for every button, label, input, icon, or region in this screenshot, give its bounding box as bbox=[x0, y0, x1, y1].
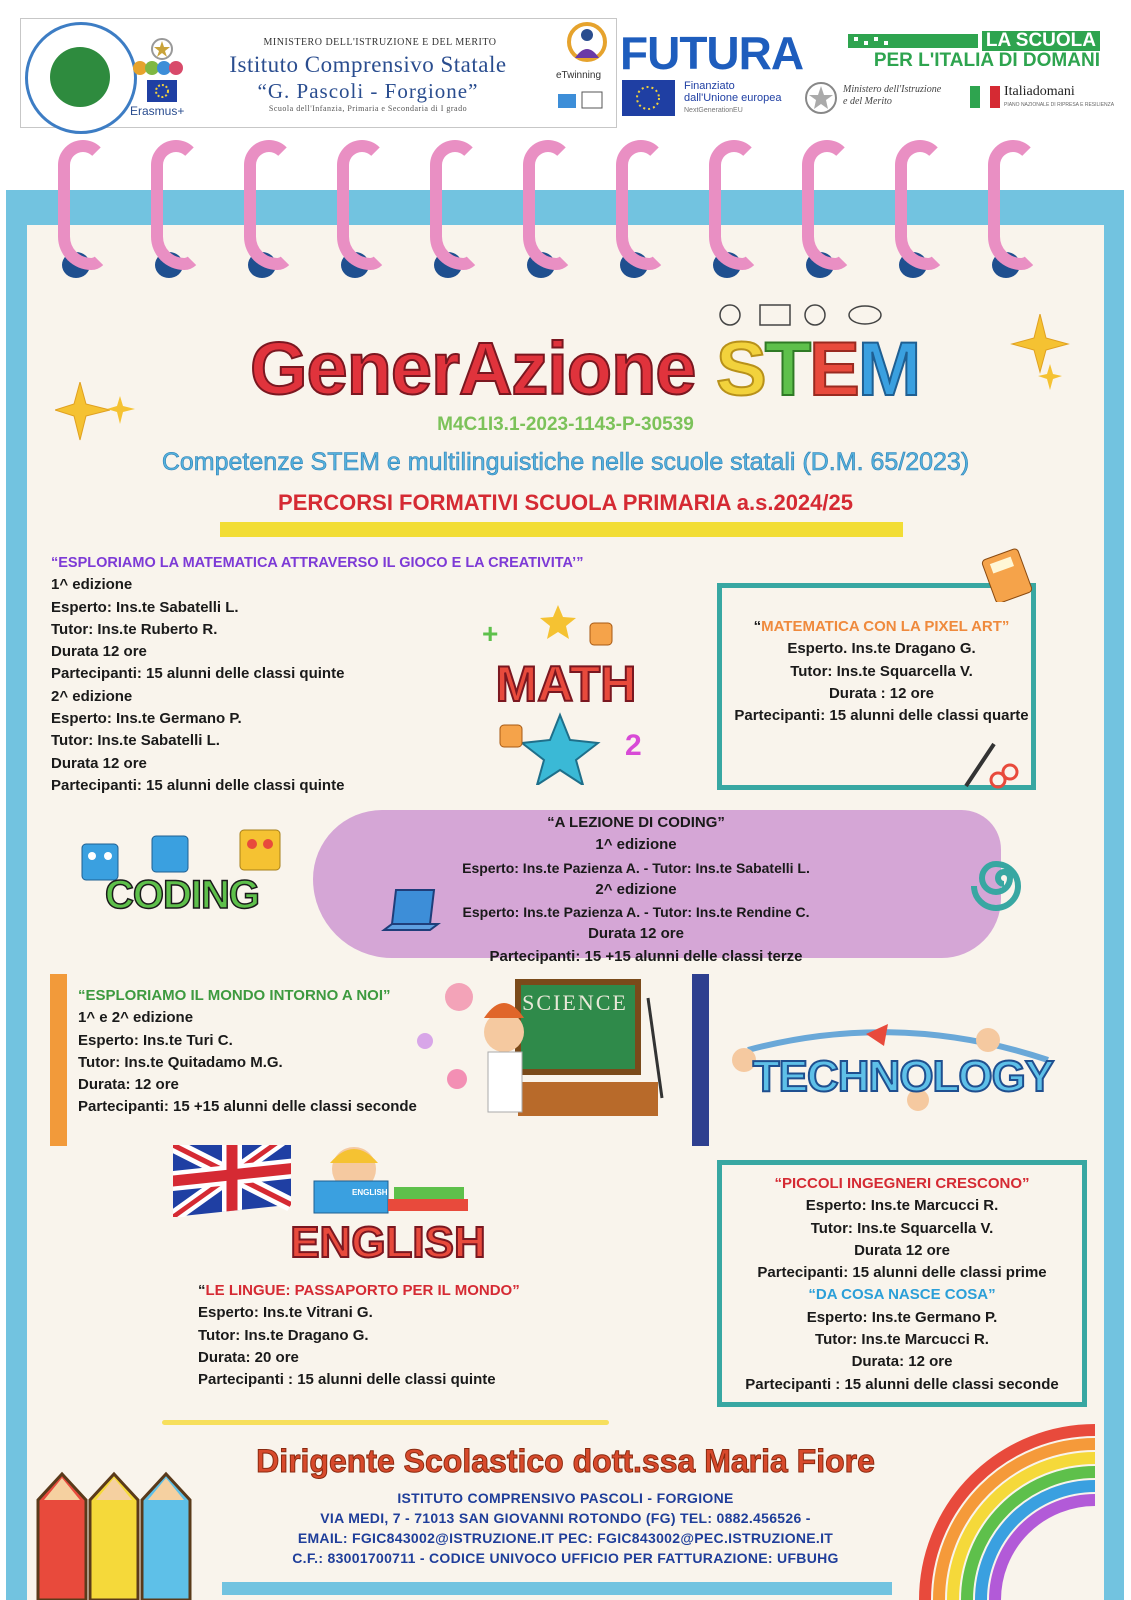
math-word: MATH bbox=[495, 656, 637, 712]
footer-address: VIA MEDI, 7 - 71013 SAN GIOVANNI ROTONDO (FG) TEL: 0882.456526 - bbox=[320, 1510, 811, 1526]
eu-flag-small-icon bbox=[147, 80, 177, 102]
course-line: 2^ edizione bbox=[595, 880, 677, 898]
svg-text:2: 2 bbox=[625, 729, 642, 762]
course-line: Partecipanti : 15 alunni delle classi quinte bbox=[198, 1371, 496, 1389]
course-lingue bbox=[198, 1280, 658, 1391]
science-word: SCIENCE bbox=[522, 990, 628, 1015]
spiral-ring bbox=[151, 140, 201, 270]
course-line: Durata 12 ore bbox=[588, 925, 684, 943]
la-scuola-line1: LA SCUOLA bbox=[982, 31, 1100, 51]
course-line: 1^ edizione bbox=[595, 836, 677, 854]
course-line: Esperto: Ins.te Marcucci R. bbox=[805, 1197, 999, 1215]
course-line: Esperto: Ins.te Germano P. bbox=[51, 710, 242, 728]
etwinning-label: eTwinning bbox=[556, 70, 602, 81]
quote-mark: “ bbox=[753, 618, 762, 635]
republic-emblem-large-icon bbox=[803, 80, 839, 116]
project-subtitle: Competenze STEM e multilinguistiche nelle scuole statali (D.M. 65/2023) bbox=[161, 448, 970, 476]
course-title bbox=[198, 1280, 658, 1302]
star-decoration-icon bbox=[1010, 314, 1070, 394]
spiral-ring bbox=[895, 140, 945, 270]
course-line: Partecipanti : 15 alunni delle classi seconde bbox=[745, 1375, 1059, 1393]
english-word: ENGLISH bbox=[290, 1218, 486, 1267]
course-line: 1^ edizione bbox=[51, 576, 133, 594]
spiral-ring bbox=[802, 140, 852, 270]
title-stem bbox=[716, 326, 919, 413]
bottom-strip bbox=[222, 1582, 892, 1595]
ministero-line2: e del Merito bbox=[843, 96, 892, 107]
project-code: M4C1I3.1-2023-1143-P-30539 bbox=[437, 414, 694, 435]
svg-text:+: + bbox=[482, 618, 499, 649]
swirl-decoration-icon bbox=[958, 846, 1050, 922]
finanziato-line2: dall'Unione europea bbox=[684, 92, 782, 104]
course-title: “A LEZIONE DI CODING” bbox=[547, 814, 725, 831]
school-name-line1: Istituto Comprensivo Statale bbox=[229, 52, 507, 77]
spiral-ring bbox=[244, 140, 294, 270]
erasmus-label: Erasmus+ bbox=[130, 104, 185, 118]
course-line: Partecipanti: 15 +15 alunni delle classi terze bbox=[489, 947, 803, 965]
course-line: Esperto: Ins.te Germano P. bbox=[806, 1308, 998, 1326]
course-title bbox=[720, 616, 1043, 638]
course-line: Durata: 12 ore bbox=[851, 1353, 953, 1371]
course-line: Tutor: Ins.te Quitadamo M.G. bbox=[78, 1053, 283, 1071]
rainbow-icon bbox=[915, 1420, 1105, 1600]
dirigente-line: Dirigente Scolastico dott.ssa Maria Fiore bbox=[256, 1443, 875, 1479]
stem-letter-e: E bbox=[809, 327, 858, 412]
course-line: 1^ e 2^ edizione bbox=[78, 1009, 194, 1027]
ministero-merito bbox=[843, 84, 941, 108]
spiral-ring bbox=[523, 140, 573, 270]
course-title: “ESPLORIAMO IL MONDO INTORNO A NOI” bbox=[78, 987, 391, 1004]
quote-mark: “ bbox=[198, 1282, 206, 1299]
course-line: Partecipanti: 15 alunni delle classi quarte bbox=[734, 707, 1029, 725]
course-line: Tutor: Ins.te Dragano G. bbox=[198, 1326, 369, 1344]
unesco-logos-icon bbox=[556, 88, 606, 112]
futura-title: FUTURA bbox=[620, 27, 804, 79]
yellow-divider bbox=[162, 1420, 609, 1425]
spiral-binding bbox=[40, 140, 1100, 300]
la-scuola-line2: PER L'ITALIA DI DOMANI bbox=[873, 50, 1100, 71]
glitter-underline bbox=[220, 522, 903, 537]
course-line: Partecipanti: 15 alunni delle classi prime bbox=[757, 1264, 1047, 1282]
course-line: Esperto: Ins.te Sabatelli L. bbox=[51, 598, 239, 616]
spiral-ring bbox=[337, 140, 387, 270]
course-title-text: LE LINGUE: PASSAPORTO PER IL MONDO” bbox=[205, 1282, 520, 1299]
course-coding bbox=[430, 812, 842, 968]
pencils-icon bbox=[36, 1452, 194, 1600]
course-line: Esperto: Ins.te Turi C. bbox=[78, 1031, 233, 1049]
italiadomani-sub: PIANO NAZIONALE DI RIPRESA E RESILIENZA bbox=[1004, 102, 1115, 108]
course-title: “DA COSA NASCE COSA” bbox=[808, 1286, 996, 1304]
footer-school: ISTITUTO COMPRENSIVO PASCOLI - FORGIONE bbox=[397, 1490, 734, 1506]
ministero-line1: Ministero dell'Istruzione bbox=[843, 84, 942, 95]
course-line: Partecipanti: 15 alunni delle classi quinte bbox=[51, 776, 345, 794]
course-line: Durata 12 ore bbox=[51, 643, 147, 661]
calculator-icon bbox=[970, 547, 1032, 602]
school-name-line2: “G. Pascoli - Forgione” bbox=[257, 79, 479, 103]
course-line: Tutor: Ins.te Ruberto R. bbox=[51, 620, 218, 638]
navy-side-bar bbox=[692, 974, 709, 1146]
spiral-ring bbox=[430, 140, 480, 270]
etwinning-logo-icon bbox=[565, 20, 609, 68]
course-line: Durata 12 ore bbox=[854, 1241, 950, 1259]
course-pixel-art bbox=[720, 616, 1043, 727]
italiadomani-label: Italiadomani bbox=[1004, 84, 1075, 99]
course-line: Esperto: Ins.te Pazienza A. - Tutor: Ins.te Rendine C. bbox=[462, 904, 810, 921]
course-ingegneri bbox=[720, 1173, 1084, 1396]
course-line: Esperto: Ins.te Vitrani G. bbox=[198, 1304, 373, 1322]
course-line: Esperto: Ins.te Pazienza A. - Tutor: Ins.te Sabatelli L. bbox=[462, 859, 810, 876]
italia-flag-icon bbox=[970, 86, 1000, 108]
course-line: Durata 12 ore bbox=[51, 754, 147, 772]
school-subtitle: Scuola dell'Infanzia, Primaria e Secondaria di I grado bbox=[268, 104, 468, 113]
course-title: “ESPLORIAMO LA MATEMATICA ATTRAVERSO IL GIOCO E LA CREATIVITA’” bbox=[51, 555, 584, 571]
stem-letter-t: T bbox=[764, 327, 810, 412]
footer-codice: C.F.: 83001700711 - CODICE UNIVOCO UFFICIO PER FATTURAZIONE: UFBUHG bbox=[292, 1550, 839, 1566]
eu-flag-icon bbox=[622, 80, 675, 116]
course-line: Durata: 20 ore bbox=[198, 1348, 299, 1366]
school-seal-center bbox=[50, 47, 110, 107]
course-line: 2^ edizione bbox=[51, 687, 133, 705]
pencil-scissors-icon bbox=[960, 738, 1020, 793]
course-line: Esperto. Ins.te Dragano G. bbox=[787, 640, 976, 658]
spiral-ring bbox=[58, 140, 108, 270]
finanziato-ue bbox=[684, 80, 782, 104]
course-line: Durata: 12 ore bbox=[78, 1076, 179, 1094]
course-line: Tutor: Ins.te Squarcella V. bbox=[810, 1219, 994, 1237]
boy-with-books-icon bbox=[308, 1143, 478, 1223]
title-generazione: GenerAzione bbox=[250, 327, 696, 410]
percorsi-heading: PERCORSI FORMATIVI SCUOLA PRIMARIA a.s.2024/25 bbox=[278, 490, 853, 515]
technology-word: TECHNOLOGY bbox=[752, 1052, 1054, 1101]
orange-side-bar bbox=[50, 974, 67, 1146]
course-line: Tutor: Ins.te Squarcella V. bbox=[790, 662, 973, 680]
miur-logo-icon bbox=[132, 56, 184, 80]
course-line: Partecipanti: 15 alunni delle classi quinte bbox=[51, 665, 345, 683]
course-line: Tutor: Ins.te Marcucci R. bbox=[815, 1331, 989, 1349]
course-line: Partecipanti: 15 +15 alunni delle classi seconde bbox=[78, 1098, 417, 1116]
course-line: Durata : 12 ore bbox=[828, 684, 935, 702]
course-title-text: MATEMATICA CON LA PIXEL ART” bbox=[761, 618, 1010, 635]
nextgen-label: NextGenerationEU bbox=[684, 107, 743, 114]
spiral-ring bbox=[616, 140, 666, 270]
book-label: ENGLISH bbox=[352, 1188, 388, 1197]
footer-email: EMAIL: FGIC843002@ISTRUZIONE.IT PEC: FGIC843002@PEC.ISTRUZIONE.IT bbox=[297, 1530, 834, 1546]
flowers-icon bbox=[405, 975, 475, 1095]
stem-letter-m: M bbox=[857, 327, 920, 412]
ministry-label: MINISTERO DELL'ISTRUZIONE E DEL MERITO bbox=[263, 37, 497, 48]
course-line: Tutor: Ins.te Sabatelli L. bbox=[51, 732, 220, 750]
course-title: “PICCOLI INGEGNERI CRESCONO” bbox=[774, 1175, 1030, 1192]
finanziato-line1: Finanziato bbox=[684, 80, 735, 92]
la-scuola-label bbox=[850, 31, 1100, 71]
stem-letter-s: S bbox=[716, 327, 765, 412]
uk-flag-icon bbox=[173, 1145, 291, 1217]
spiral-ring bbox=[988, 140, 1038, 270]
coding-word: CODING bbox=[105, 873, 259, 917]
spiral-ring bbox=[709, 140, 759, 270]
